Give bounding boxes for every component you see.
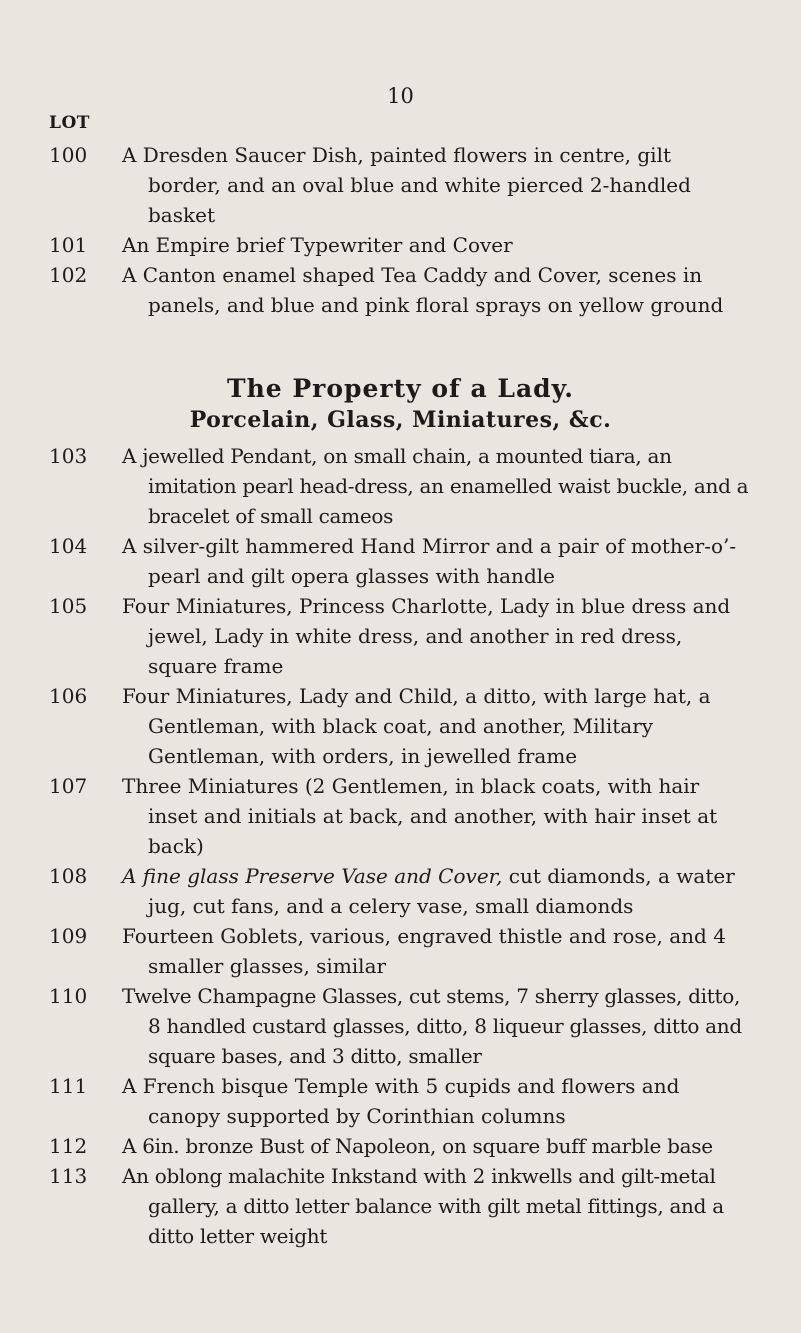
lot-description: An Empire brief Typewriter and Cover [122,233,513,257]
lot-number: 108 [49,864,88,888]
lot-number: 105 [49,594,88,618]
page-number: 10 [387,84,414,108]
lot-description: A 6in. bronze Bust of Napoleon, on square buff marble base [122,1134,713,1158]
lot-number: 109 [49,924,88,948]
lot-description: A jewelled Pendant, on small chain, a mounted tiara, an imitation pearl head-dress, an enamelled waist buckle, and a bracelet of small cameos [122,444,749,528]
lot-description: Four Miniatures, Princess Charlotte, Lady in blue dress and jewel, Lady in white dress, and another in red dress, square frame [122,594,731,678]
lot-entry [49,260,749,320]
lot-column-header: LOT [49,113,90,133]
lot-description: A silver-gilt hammered Hand Mirror and a pair of mother-o’-pearl and gilt opera glasses with handle [122,534,737,588]
lot-number: 112 [49,1134,88,1158]
lot-description-rest: cut diamonds, a water jug, cut fans, and a celery vase, small diamonds [148,864,735,918]
lot-description-italic: A fine glass Preserve Vase and Cover, [122,864,503,888]
lot-description: An oblong malachite Inkstand with 2 inkwells and gilt-metal gallery, a ditto letter balance with gilt metal fittings, and a ditto letter weight [122,1164,724,1248]
lot-number: 103 [49,444,88,468]
lot-description: Four Miniatures, Lady and Child, a ditto, with large hat, a Gentleman, with black coat, and another, Military Gentleman, with orders, in jewelled frame [122,684,711,768]
lot-entry [49,681,749,771]
lot-number: 104 [49,534,88,558]
lot-number: 110 [49,984,88,1008]
section-subtitle: Porcelain, Glass, Miniatures, &c. [189,407,612,433]
lot-entry [49,1161,749,1251]
lot-number: 106 [49,684,88,708]
lot-entry [49,140,749,230]
lot-entry [49,531,749,591]
lot-number: 101 [49,233,88,257]
lot-number: 102 [49,263,88,287]
lot-description: Three Miniatures (2 Gentlemen, in black coats, with hair inset and initials at back, and another, with hair inset at back) [122,774,718,858]
lot-description: Fourteen Goblets, various, engraved thistle and rose, and 4 smaller glasses, similar [122,924,726,978]
section-title: The Property of a Lady. [226,374,575,403]
lot-description: A French bisque Temple with 5 cupids and flowers and canopy supported by Corinthian columns [122,1074,680,1128]
lot-description: A Canton enamel shaped Tea Caddy and Cover, scenes in panels, and blue and pink floral sprays on yellow ground [122,263,724,317]
lot-entry [49,1071,749,1131]
lot-entry [49,230,749,260]
lot-description [122,861,749,921]
lot-description: Twelve Champagne Glasses, cut stems, 7 sherry glasses, ditto, 8 handled custard glasses, ditto, 8 liqueur glasses, ditto and square bases, and 3 ditto, smaller [122,984,742,1068]
lot-number: 111 [49,1074,88,1098]
lot-entry [49,981,749,1071]
lot-description: A Dresden Saucer Dish, painted flowers in centre, gilt border, and an oval blue and white pierced 2-handled basket [122,143,691,227]
lot-number: 107 [49,774,88,798]
lot-number: 113 [49,1164,88,1188]
lot-entry [49,921,749,981]
lot-number: 100 [49,143,88,167]
lot-entry [49,861,749,921]
lot-entry [49,441,749,531]
lot-entry [49,1131,749,1161]
lot-entry [49,771,749,861]
lot-entry [49,591,749,681]
